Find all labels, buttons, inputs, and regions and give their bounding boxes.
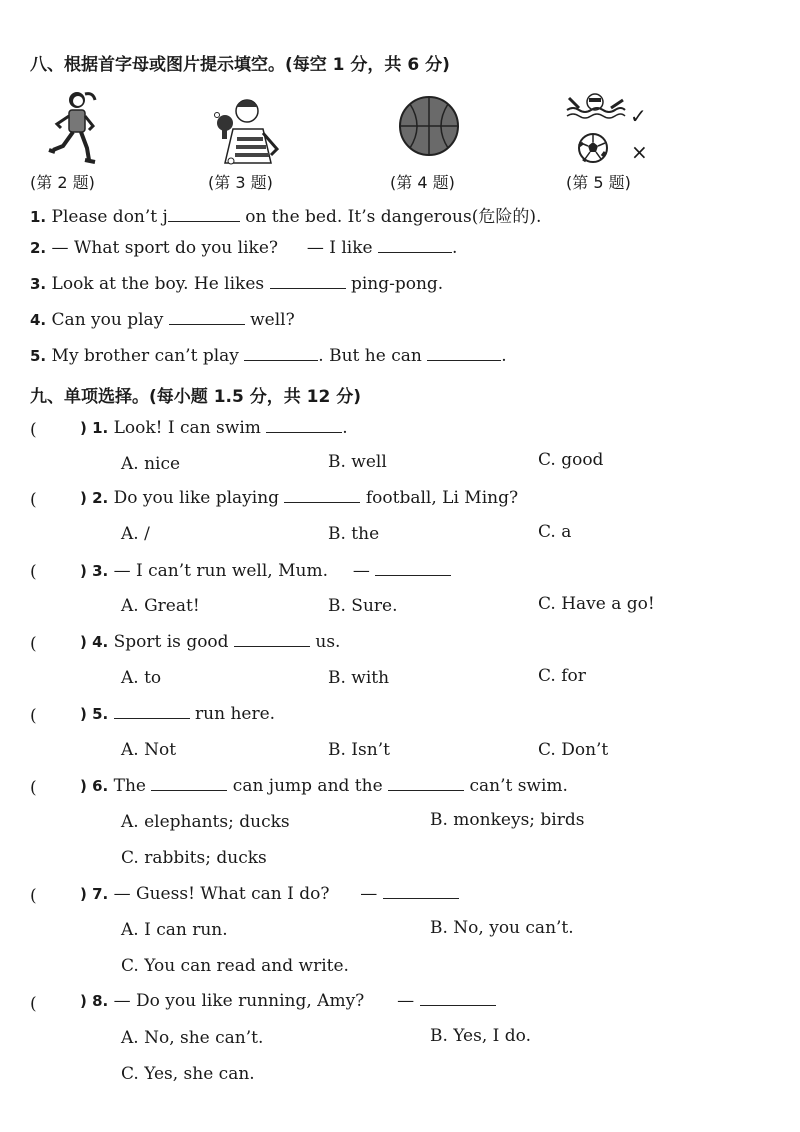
fill-item-1 [30,202,541,227]
answer-paren-2[interactable]: ( [30,490,37,510]
answer-blank[interactable] [151,776,227,791]
answer-blank[interactable] [383,884,459,899]
fill-item-3 [30,274,443,294]
caption-q5: (第 5 题) [566,173,631,192]
option-a[interactable]: A. Great! [121,596,200,616]
fill-item-2 [30,238,457,258]
question-8 [80,991,496,1011]
question-stem: can jump and the [232,776,383,796]
option-a[interactable]: A. / [121,524,150,544]
question-6 [80,776,568,796]
option-a[interactable]: A. No, she can’t. [121,1028,264,1048]
item-text: ping-pong. [350,274,444,294]
answer-blank[interactable] [114,704,190,719]
answer-blank[interactable] [378,238,452,253]
option-b[interactable]: B. No, you can’t. [430,918,574,938]
item-number: 2. [30,239,47,257]
question-stem: can’t swim. [469,776,568,796]
item-text: . [501,346,507,366]
question-stem: — [352,561,370,581]
question-stem: — Guess! What can I do? [113,884,330,904]
answer-blank[interactable] [375,561,451,576]
answer-blank[interactable] [234,632,310,647]
option-c[interactable]: C. Don’t [538,740,609,760]
question-5 [80,704,275,724]
boy-ping-pong-picture [205,95,295,167]
caption-q2: (第 2 题) [30,173,95,192]
question-number: ) 5. [80,705,109,723]
item-number: 4. [30,311,47,329]
question-stem: — [397,991,415,1011]
item-text: Can you play [51,310,164,330]
item-text: on the bed. It’s dangerous(危险的). [245,207,542,227]
item-text: Please don’t j [51,207,168,227]
answer-paren-8[interactable]: ( [30,994,37,1014]
answer-blank[interactable] [284,488,360,503]
question-stem: Do you like playing [113,488,280,508]
swimmer-picture [565,92,627,120]
option-c[interactable]: C. a [538,522,572,542]
question-number: ) 4. [80,633,109,651]
answer-blank[interactable] [270,274,346,289]
option-c[interactable]: C. You can read and write. [121,956,349,976]
option-c[interactable]: C. for [538,666,586,686]
question-7 [80,884,459,904]
section-8-title: 八、根据首字母或图片提示填空。(每空 1 分，共 6 分) [30,55,450,75]
option-b[interactable]: B. Isn’t [328,740,390,760]
option-c[interactable]: C. rabbits; ducks [121,848,267,868]
question-stem: football, Li Ming? [365,488,519,508]
item-number: 3. [30,275,47,293]
question-stem: — [360,884,378,904]
item-number: 5. [30,347,47,365]
answer-blank[interactable] [427,346,501,361]
option-a[interactable]: A. elephants; ducks [121,812,290,832]
option-a[interactable]: A. nice [121,454,181,474]
answer-blank[interactable] [244,346,318,361]
caption-q3: (第 3 题) [208,173,273,192]
option-b[interactable]: B. well [328,452,387,472]
question-stem: . [342,418,348,438]
fill-item-4 [30,310,295,330]
running-girl-picture [45,88,105,166]
question-number: ) 6. [80,777,109,795]
question-stem: — I can’t run well, Mum. [113,561,328,581]
answer-paren-4[interactable]: ( [30,634,37,654]
check-mark: ✓ [630,104,647,128]
answer-paren-6[interactable]: ( [30,778,37,798]
item-text: . [452,238,458,258]
question-stem: run here. [195,704,276,724]
answer-blank[interactable] [168,207,240,222]
question-stem: — Do you like running, Amy? [113,991,365,1011]
option-a[interactable]: A. Not [121,740,177,760]
question-number: ) 8. [80,992,109,1010]
question-stem: Sport is good [113,632,229,652]
question-2 [80,488,518,508]
question-4 [80,632,340,652]
option-b[interactable]: B. Yes, I do. [430,1026,531,1046]
item-text: . But he can [318,346,422,366]
option-a[interactable]: A. I can run. [121,920,228,940]
answer-paren-3[interactable]: ( [30,562,37,582]
football-picture [577,132,609,164]
question-number: ) 2. [80,489,109,507]
option-b[interactable]: B. the [328,524,380,544]
question-3 [80,561,451,581]
item-text: well? [250,310,295,330]
item-text: — I like [306,238,373,258]
answer-blank[interactable] [420,991,496,1006]
question-number: ) 7. [80,885,109,903]
option-b[interactable]: B. Sure. [328,596,398,616]
answer-blank[interactable] [266,418,342,433]
option-b[interactable]: B. with [328,668,390,688]
fill-item-5 [30,346,507,366]
option-b[interactable]: B. monkeys; birds [430,810,585,830]
answer-paren-5[interactable]: ( [30,706,37,726]
cross-mark: × [631,140,648,164]
answer-paren-1[interactable]: ( [30,420,37,440]
question-stem: Look! I can swim [113,418,261,438]
caption-q4: (第 4 题) [390,173,455,192]
section-9-title: 九、单项选择。(每小题 1.5 分，共 12 分) [30,387,361,407]
option-c[interactable]: C. good [538,450,604,470]
option-a[interactable]: A. to [121,668,162,688]
question-number: ) 3. [80,562,109,580]
question-1 [80,418,348,438]
option-c[interactable]: C. Have a go! [538,594,655,614]
answer-paren-7[interactable]: ( [30,886,37,906]
item-text: Look at the boy. He likes [51,274,265,294]
item-text: My brother can’t play [51,346,239,366]
basketball-picture [398,95,460,157]
question-stem: The [113,776,146,796]
question-stem: us. [315,632,341,652]
option-c[interactable]: C. Yes, she can. [121,1064,255,1084]
answer-blank[interactable] [169,310,245,325]
answer-blank[interactable] [388,776,464,791]
question-number: ) 1. [80,419,109,437]
item-number: 1. [30,208,47,226]
item-text: — What sport do you like? [51,238,279,258]
